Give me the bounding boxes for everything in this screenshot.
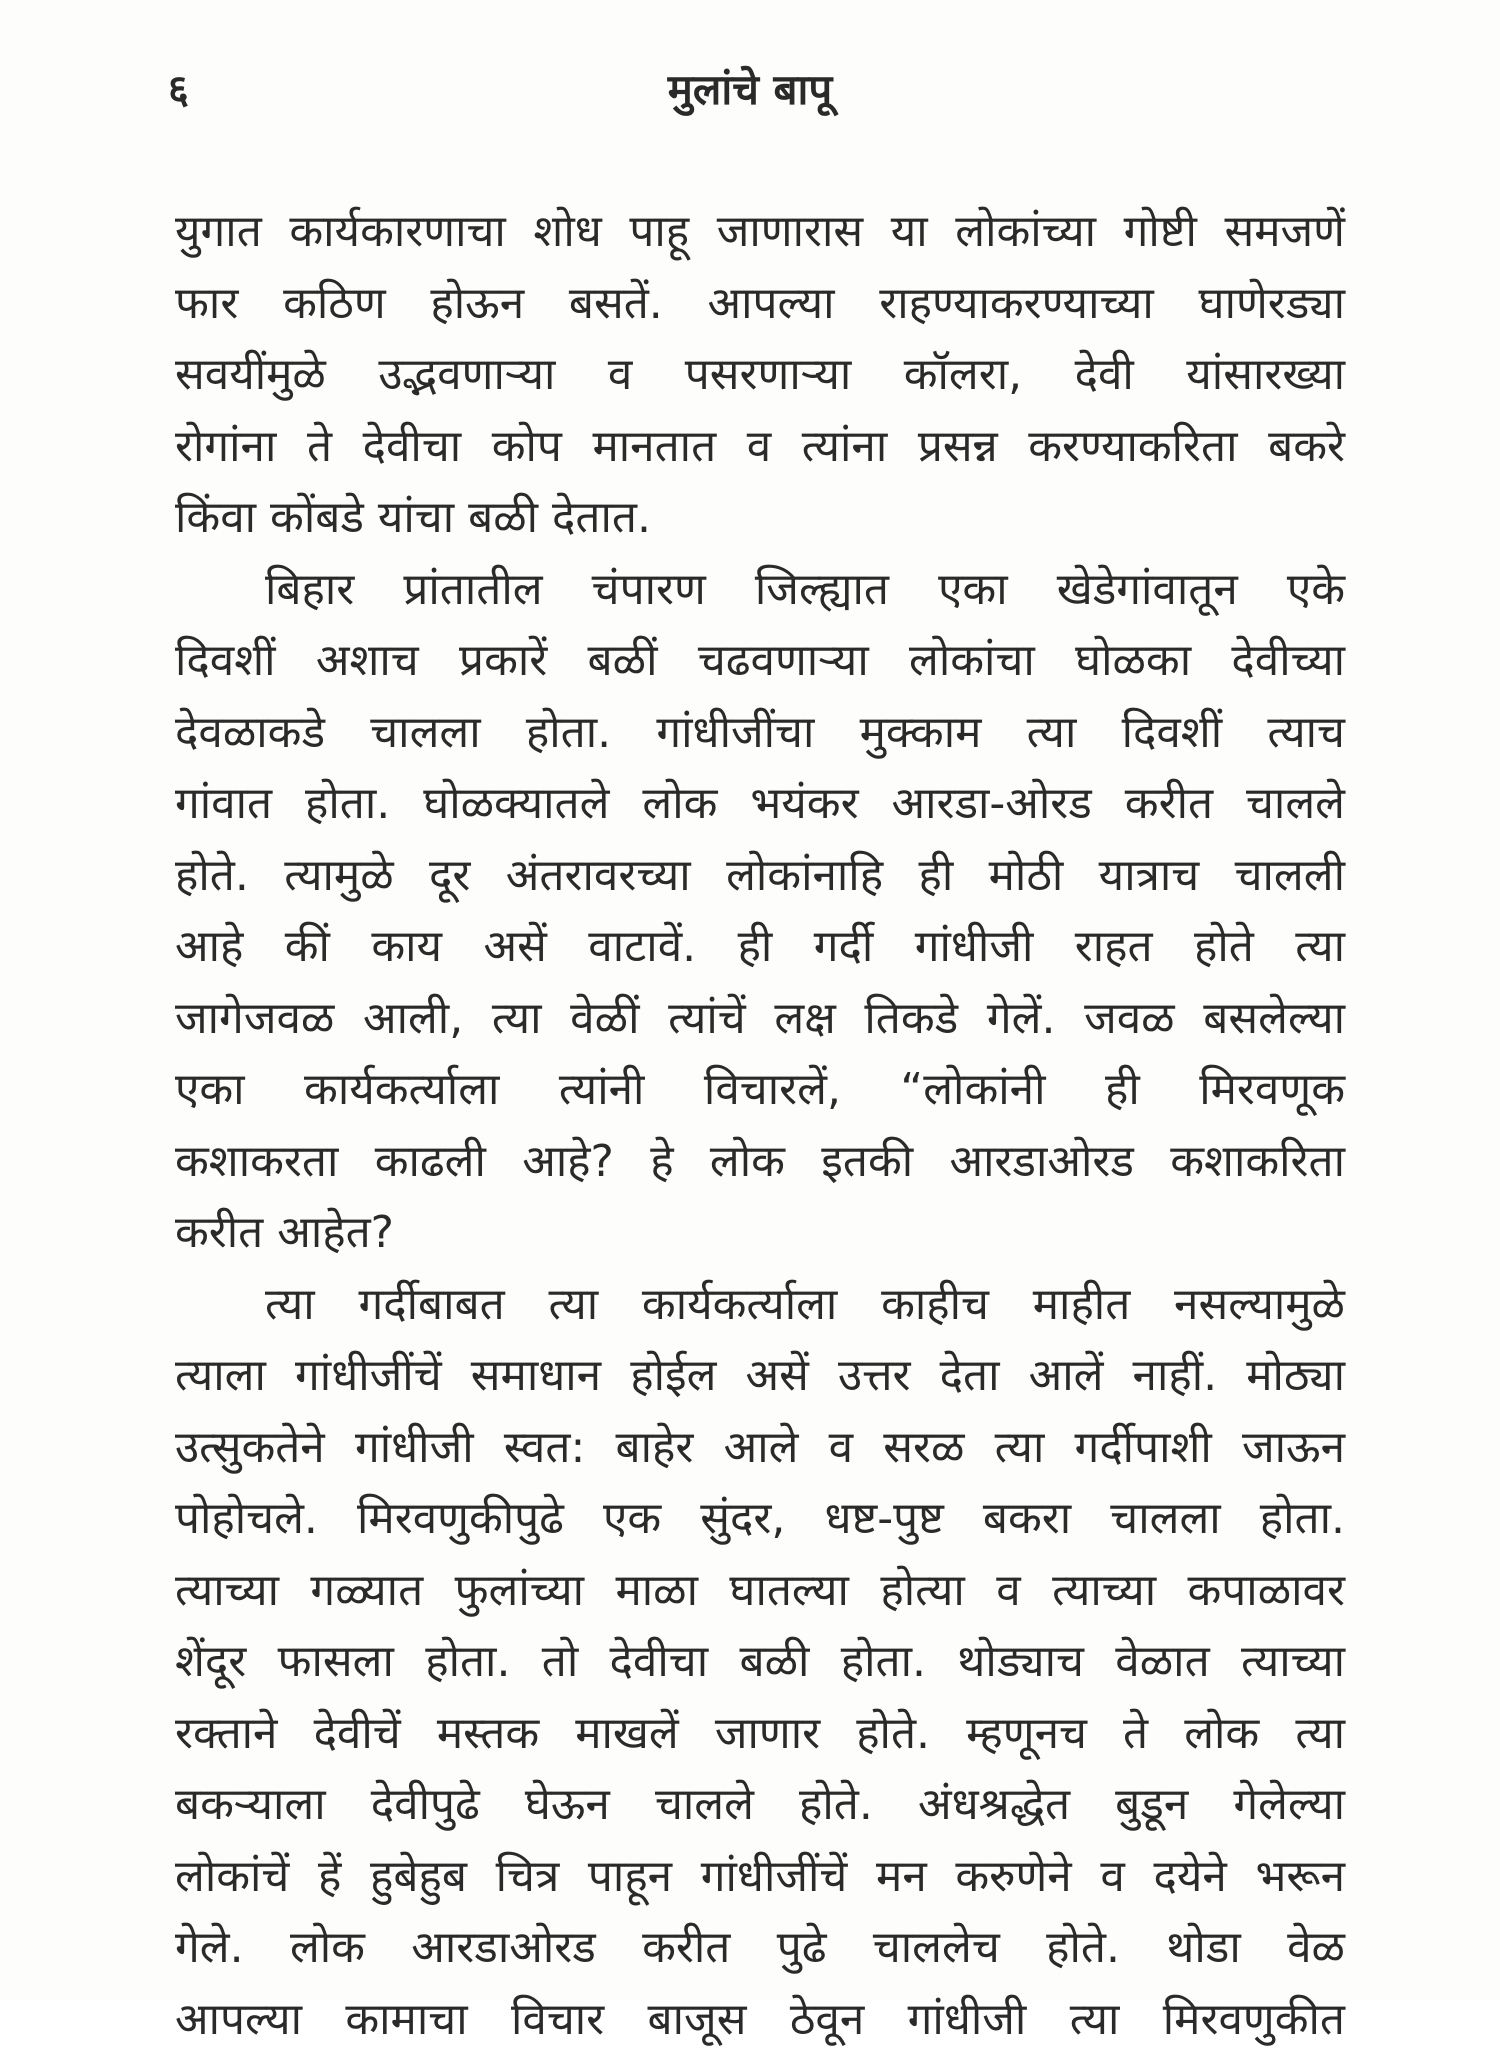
paragraph-3 — [175, 1269, 1345, 2055]
text-line: होते. त्यामुळे दूर अंतरावरच्या लोकांनाहि ही मोठी यात्राच चालली — [175, 840, 1345, 912]
text-line: रक्ताने देवीचें मस्तक माखलें जाणार होते. म्हणूनच ते लोक त्या — [175, 1698, 1345, 1770]
text-line: कशाकरता काढली आहे? हे लोक इतकी आरडाओरड कशाकरिता — [175, 1126, 1345, 1198]
paragraph-1 — [175, 196, 1345, 554]
text-line: एका कार्यकर्त्याला त्यांनी विचारलें, “लोकांनी ही मिरवणूक — [175, 1054, 1345, 1126]
text-line: बिहार प्रांतातील चंपारण जिल्ह्यात एका खेडेगांवातून एके — [175, 554, 1345, 626]
text-line: गांवात होता. घोळक्यातले लोक भयंकर आरडा-ओरड करीत चालले — [175, 768, 1345, 840]
text-line: देवळाकडे चालला होता. गांधीजींचा मुक्काम त्या दिवशीं त्याच — [175, 697, 1345, 769]
text-line: त्याला गांधीजींचें समाधान होईल असें उत्तर देता आलें नाहीं. मोठ्या — [175, 1340, 1345, 1412]
text-line: सवयींमुळे उद्भवणाऱ्या व पसरणाऱ्या कॉलरा, देवी यांसारख्या — [175, 339, 1345, 411]
text-line: शेंदूर फासला होता. तो देवीचा बळी होता. थोड्याच वेळात त्याच्या — [175, 1626, 1345, 1698]
text-line: पोहोचले. मिरवणुकीपुढे एक सुंदर, धष्ट-पुष्ट बकरा चालला होता. — [175, 1483, 1345, 1555]
text-line: रोगांना ते देवीचा कोप मानतात व त्यांना प्रसन्न करण्याकरिता बकरे — [175, 411, 1345, 483]
text-line: लोकांचें हें हुबेहुब चित्र पाहून गांधीजींचें मन करुणेने व दयेने भरून — [175, 1841, 1345, 1913]
text-line: गेले. लोक आरडाओरड करीत पुढे चाललेच होते. थोडा वेळ — [175, 1912, 1345, 1984]
text-line: त्याच्या गळ्यात फुलांच्या माळा घातल्या होत्या व त्याच्या कपाळावर — [175, 1555, 1345, 1627]
text-line: युगात कार्यकारणाचा शोध पाहू जाणारास या लोकांच्या गोष्टी समजणें — [175, 196, 1345, 268]
text-line: त्या गर्दीबाबत त्या कार्यकर्त्याला काहीच माहीत नसल्यामुळे — [175, 1269, 1345, 1341]
page-number: ६ — [168, 62, 189, 118]
text-line: फार कठिण होऊन बसतें. आपल्या राहण्याकरण्याच्या घाणेरड्या — [175, 268, 1345, 340]
body-text — [175, 196, 1345, 2055]
text-line: बकऱ्याला देवीपुढे घेऊन चालले होते. अंधश्रद्धेत बुडून गेलेल्या — [175, 1769, 1345, 1841]
running-title: मुलांचे बापू — [0, 62, 1500, 118]
text-line: उत्सुकतेने गांधीजी स्वत: बाहेर आले व सरळ त्या गर्दीपाशी जाऊन — [175, 1412, 1345, 1484]
text-line: आहे कीं काय असें वाटावें. ही गर्दी गांधीजी राहत होते त्या — [175, 911, 1345, 983]
text-line: करीत आहेत? — [175, 1197, 1345, 1269]
text-line: जागेजवळ आली, त्या वेळीं त्यांचें लक्ष तिकडे गेलें. जवळ बसलेल्या — [175, 983, 1345, 1055]
paragraph-2 — [175, 554, 1345, 1269]
text-line: किंवा कोंबडे यांचा बळी देतात. — [175, 482, 1345, 554]
page-header — [0, 62, 1500, 122]
text-line: दिवशीं अशाच प्रकारें बळीं चढवणाऱ्या लोकांचा घोळका देवीच्या — [175, 625, 1345, 697]
text-line: आपल्या कामाचा विचार बाजूस ठेवून गांधीजी त्या मिरवणुकीत — [175, 1984, 1345, 2055]
